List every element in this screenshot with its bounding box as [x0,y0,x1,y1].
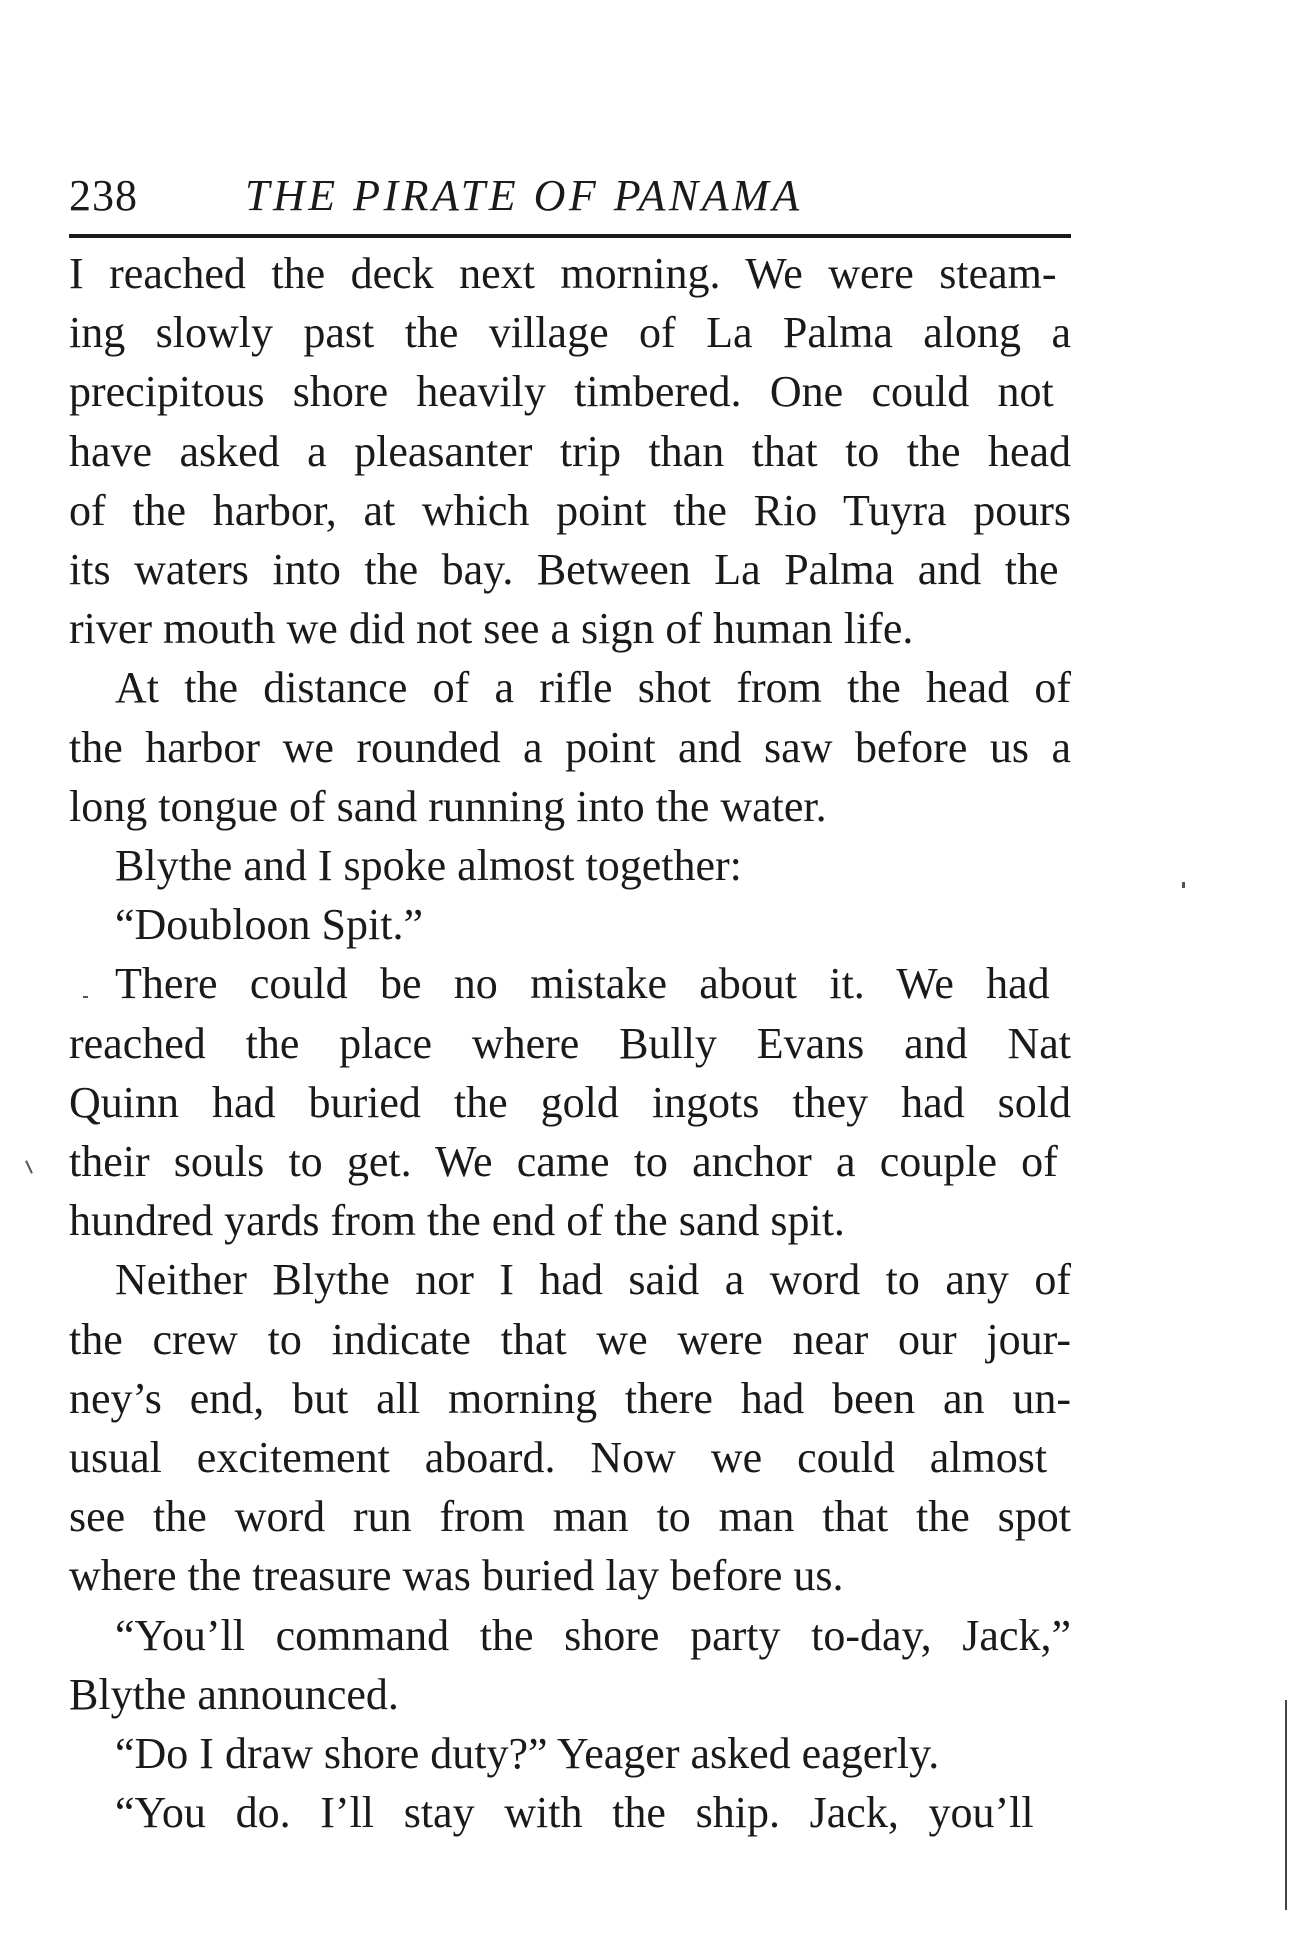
text-line: the harbor we rounded a point and saw before us a [69,722,1071,772]
running-head [69,168,1071,224]
paragraph [69,1783,1071,1842]
text-line: Blythe announced. [69,1669,399,1719]
text-line: I reached the deck next morning. We were steam- [69,249,1057,298]
text-line: the crew to indicate that we were near our jour- [69,1314,1071,1364]
paragraph [69,244,1071,658]
book-title: THE PIRATE OF PANAMA [245,171,803,220]
paragraph [69,895,1071,954]
text-line: ney’s end, but all morning there had been an un- [69,1373,1071,1423]
text-line: see the word run from man to man that the spot [69,1492,1071,1542]
text-line: where the treasure was buried lay before us. [69,1551,844,1601]
page-number: 238 [69,171,138,220]
text-line: river mouth we did not see a sign of human life. [69,604,914,654]
text-line: There could be no mistake about it. We had [115,959,1050,1009]
paragraph [69,658,1071,836]
book-page [69,168,1071,224]
paragraph [69,1250,1071,1605]
paragraph [69,1724,1071,1783]
text-line: its waters into the bay. Between La Palma and the [69,545,1059,595]
body-text [69,244,1071,1842]
scan-speck [25,1160,33,1174]
page-edge-mark [1285,1700,1287,1910]
scan-speck [83,996,88,998]
text-line: At the distance of a rifle shot from the head of [115,663,1071,713]
text-line: Blythe and I spoke almost together: [115,841,742,891]
paragraph [69,1606,1071,1724]
text-line: “You do. I’ll stay with the ship. Jack, you’ll [115,1788,1034,1838]
text-line: have asked a pleasanter trip than that to the head [69,426,1071,476]
text-line: “Doubloon Spit.” [115,900,423,950]
paragraph [69,836,1071,895]
text-line: Neither Blythe nor I had said a word to any of [115,1255,1071,1305]
text-line: “You’ll command the shore party to-day, Jack,” [115,1610,1071,1660]
text-line: reached the place where Bully Evans and Nat [69,1018,1071,1068]
text-line: usual excitement aboard. Now we could almost [69,1433,1048,1483]
text-line: of the harbor, at which point the Rio Tuyra pours [69,485,1071,535]
paragraph [69,954,1071,1250]
text-line: “Do I draw shore duty?” Yeager asked eagerly. [115,1729,940,1779]
text-line: Quinn had buried the gold ingots they had sold [69,1077,1071,1127]
text-line: their souls to get. We came to anchor a couple of [69,1137,1058,1187]
text-line: long tongue of sand running into the water. [69,781,827,831]
text-line: ing slowly past the village of La Palma along a [69,308,1071,358]
text-line: hundred yards from the end of the sand spit. [69,1196,845,1246]
header-rule [69,234,1071,238]
text-line: precipitous shore heavily timbered. One could not [69,367,1054,417]
scan-speck [1182,882,1185,888]
